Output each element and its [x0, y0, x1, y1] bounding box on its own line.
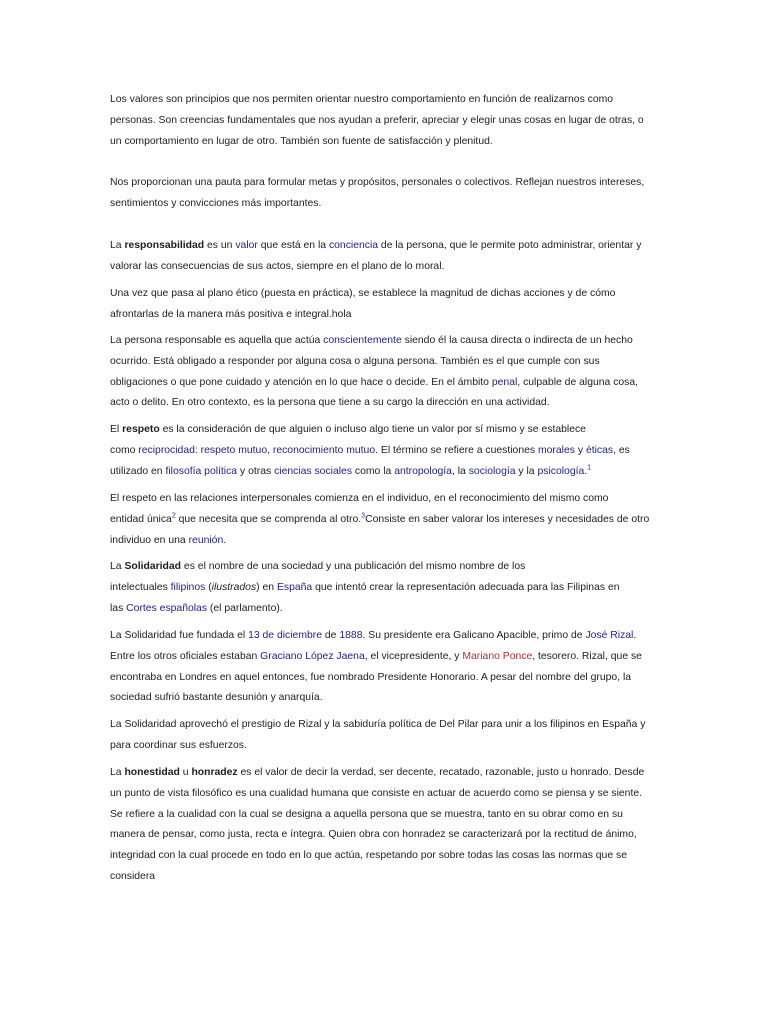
paragraph-respeto-relaciones [110, 489, 658, 551]
text-run: intelectuales [110, 581, 171, 593]
link-eticas[interactable]: éticas [585, 444, 614, 456]
text-line [110, 599, 658, 620]
text-run: La [110, 767, 125, 778]
text-line: Una vez que pasa al plano ético (puesta en práctica), se establece la magnitud de dichas acciones y de cómo [110, 288, 616, 299]
text-line: Los valores son principios que nos permiten orientar nuestro comportamiento en función de realizarnos como [110, 94, 614, 105]
bold-term: honradez [191, 767, 238, 778]
text-run: . [633, 630, 637, 641]
link-reunion[interactable]: reunión [188, 534, 224, 546]
text-line: integridad con la cual procede en todo en lo que actúa, respetando por sobre todas las cosas las normas que se [110, 850, 627, 862]
link-ciencias-sociales[interactable]: ciencias sociales [274, 465, 353, 477]
text-run: , es [613, 444, 630, 456]
link-jose-rizal[interactable]: José Rizal [585, 630, 634, 641]
link-filosofia-politica[interactable]: filosofía política [165, 465, 238, 477]
text-line [110, 236, 658, 257]
text-run: de la persona, que le permite poto administrar, orientar y [378, 240, 642, 251]
text-run: es el nombre de una sociedad y una publicación del mismo nombre de los [181, 561, 526, 572]
paragraph-valores [110, 90, 658, 152]
text-run: y otras [237, 465, 275, 477]
text-line: El respeto en las relaciones interpersonales comienza en el individuo, en el reconocimiento del mismo como [110, 493, 609, 504]
text-run: que está en la [257, 240, 329, 251]
text-run: es la consideración de que alguien o incluso algo tiene un valor por sí mismo y se establece [159, 424, 586, 435]
link-1888[interactable]: 1888 [339, 630, 363, 641]
footnote-ref-1[interactable]: 1 [587, 464, 592, 472]
paragraph-plano-etico [110, 284, 658, 326]
bold-term: Solidaridad [124, 561, 182, 572]
text-line [110, 441, 658, 462]
text-line: para coordinar sus esfuerzos. [110, 739, 247, 751]
text-line: acto o delito. En otro contexto, es la persona que tiene a su cargo la dirección en una actividad. [110, 397, 550, 409]
link-13-de-diciembre[interactable]: 13 de diciembre [248, 630, 323, 641]
text-line [110, 557, 658, 578]
text-run: . El término se refiere a cuestiones [375, 444, 538, 456]
text-line: valorar las consecuencias de sus actos, siempre en el plano de lo moral. [110, 260, 445, 272]
text-run: ( [205, 581, 212, 593]
text-run: , la [451, 465, 469, 477]
paragraph-responsabilidad [110, 236, 658, 278]
text-run: de [322, 630, 340, 641]
text-line: Se refiere a la cualidad con la cual se designa a aquella persona que se muestra, tanto en su obrar como en su [110, 808, 623, 820]
text-line [110, 626, 658, 647]
text-run: . [584, 465, 588, 477]
text-line: considera [110, 870, 156, 882]
text-line: La Solidaridad aprovechó el prestigio de Rizal y la sabiduría política de Del Pilar para unir a los filipinos en España y [110, 719, 646, 730]
text-run: La persona responsable es aquella que actúa [110, 335, 324, 346]
text-run: Entre los otros oficiales estaban [110, 650, 261, 662]
paragraph-persona-responsable [110, 331, 658, 414]
text-line: sociedad sufrió bastante desunión y anarquía. [110, 692, 323, 704]
text-run: y [574, 444, 586, 456]
text-run: que intentó crear la representación adecuada para las Filipinas en [312, 581, 620, 593]
link-morales[interactable]: morales [537, 444, 575, 456]
text-run: que necesita que se comprenda al otro. [175, 513, 362, 525]
paragraph-fundacion [110, 626, 658, 709]
text-run: El [110, 424, 123, 435]
text-run: . [223, 534, 227, 546]
paragraph-pauta [110, 173, 658, 215]
footnote-ref-2[interactable]: 2 [171, 512, 176, 520]
text-run: , culpable de alguna cosa, [517, 376, 639, 388]
text-line: un comportamiento en lugar de otro. También son fuente de satisfacción y plenitud. [110, 135, 493, 147]
text-run: obligaciones o que pone cuidado y atención en lo que hace o decide. En el ámbito [110, 376, 492, 388]
bold-term: responsabilidad [124, 240, 205, 251]
text-run: es un [204, 240, 236, 251]
link-reciprocidad[interactable]: reciprocidad: respeto mutuo, reconocimiento mutuo [138, 444, 376, 456]
link-mariano-ponce[interactable]: Mariano Ponce [462, 650, 533, 662]
link-valor[interactable]: valor [235, 240, 258, 251]
paragraph-respeto [110, 420, 658, 482]
text-run: entidad única [110, 513, 172, 525]
text-line: sentimientos y convicciones más importantes. [110, 197, 322, 209]
text-run: (el parlamento). [207, 602, 283, 614]
link-antropologia[interactable]: antropología [394, 465, 452, 477]
text-line [110, 531, 658, 552]
text-run: las [110, 602, 127, 614]
link-penal[interactable]: penal [491, 376, 518, 388]
text-run: . Su presidente era Galicano Apacible, primo de [362, 630, 586, 641]
text-run: y la [515, 465, 538, 477]
text-run: como [110, 444, 139, 456]
text-run: individuo en una [110, 534, 189, 546]
text-line [110, 331, 658, 352]
text-line: un punto de vista filosófico es una cualidad humana que consiste en actuar de acuerdo como se piensa y se siente. [110, 787, 642, 799]
link-sociologia[interactable]: sociología [468, 465, 516, 477]
link-cortes-espanolas[interactable]: Cortes españolas [126, 602, 208, 614]
footnote-ref-3[interactable]: 3 [361, 512, 366, 520]
paragraph-honestidad [110, 763, 658, 888]
text-run: Consiste en saber valorar los intereses y necesidades de otro [365, 513, 650, 525]
text-line [110, 647, 658, 668]
text-line: Nos proporcionan una pauta para formular metas y propósitos, personales o colectivos. Reflejan nuestros intereses, [110, 177, 645, 188]
text-line: ocurrido. Está obligado a responder por alguna cosa o alguna persona. También es el que cumple con sus [110, 355, 600, 367]
link-conscientemente[interactable]: conscientemente [323, 335, 402, 346]
text-line: encontraba en Londres en aquel entonces, fue nombrado Presidente Honorario. A pesar del nombre del grupo, la [110, 671, 632, 683]
text-run: , tesorero. Rizal, que se [532, 650, 642, 662]
text-line: personas. Son creencias fundamentales que nos ayudan a preferir, apreciar y elegir unas cosas en lugar de otras, o [110, 114, 644, 126]
text-line: afrontarlas de la manera más positiva e integral.hola [110, 308, 352, 320]
text-run: La [110, 561, 125, 572]
text-run: como la [352, 465, 395, 477]
bold-term: honestidad [124, 767, 180, 778]
text-run: ) en [256, 581, 277, 593]
text-run: es el valor de decir la verdad, ser decente, recatado, razonable, justo u honrado. Desde [237, 767, 645, 778]
link-espana[interactable]: España [276, 581, 313, 593]
text-line [110, 763, 658, 784]
bold-term: respeto [122, 424, 160, 435]
text-line [110, 578, 658, 599]
text-line [110, 373, 658, 394]
italic-term: ilustrados [211, 581, 257, 593]
text-run: siendo él la causa directa o indirecta de un hecho [401, 335, 633, 346]
link-conciencia[interactable]: conciencia [328, 240, 379, 251]
text-line [110, 462, 658, 483]
paragraph-solidaridad [110, 557, 658, 619]
text-run: u [179, 767, 192, 778]
text-run: La Solidaridad fue fundada el [110, 630, 249, 641]
text-run: La [110, 240, 125, 251]
link-psicologia[interactable]: psicología [537, 465, 585, 477]
link-graciano-lopez-jaena[interactable]: Graciano López Jaena [260, 650, 365, 662]
text-line: manera de pensar, como justa, recta e íntegra. Quien obra con honradez se caracterizará por la rectitud de ánimo, [110, 829, 637, 841]
text-run: , el vicepresidente, y [364, 650, 463, 662]
link-filipinos[interactable]: filipinos [170, 581, 206, 593]
text-line [110, 510, 658, 531]
paragraph-prestigio [110, 715, 658, 757]
text-line [110, 420, 658, 441]
text-run: utilizado en [110, 465, 166, 477]
